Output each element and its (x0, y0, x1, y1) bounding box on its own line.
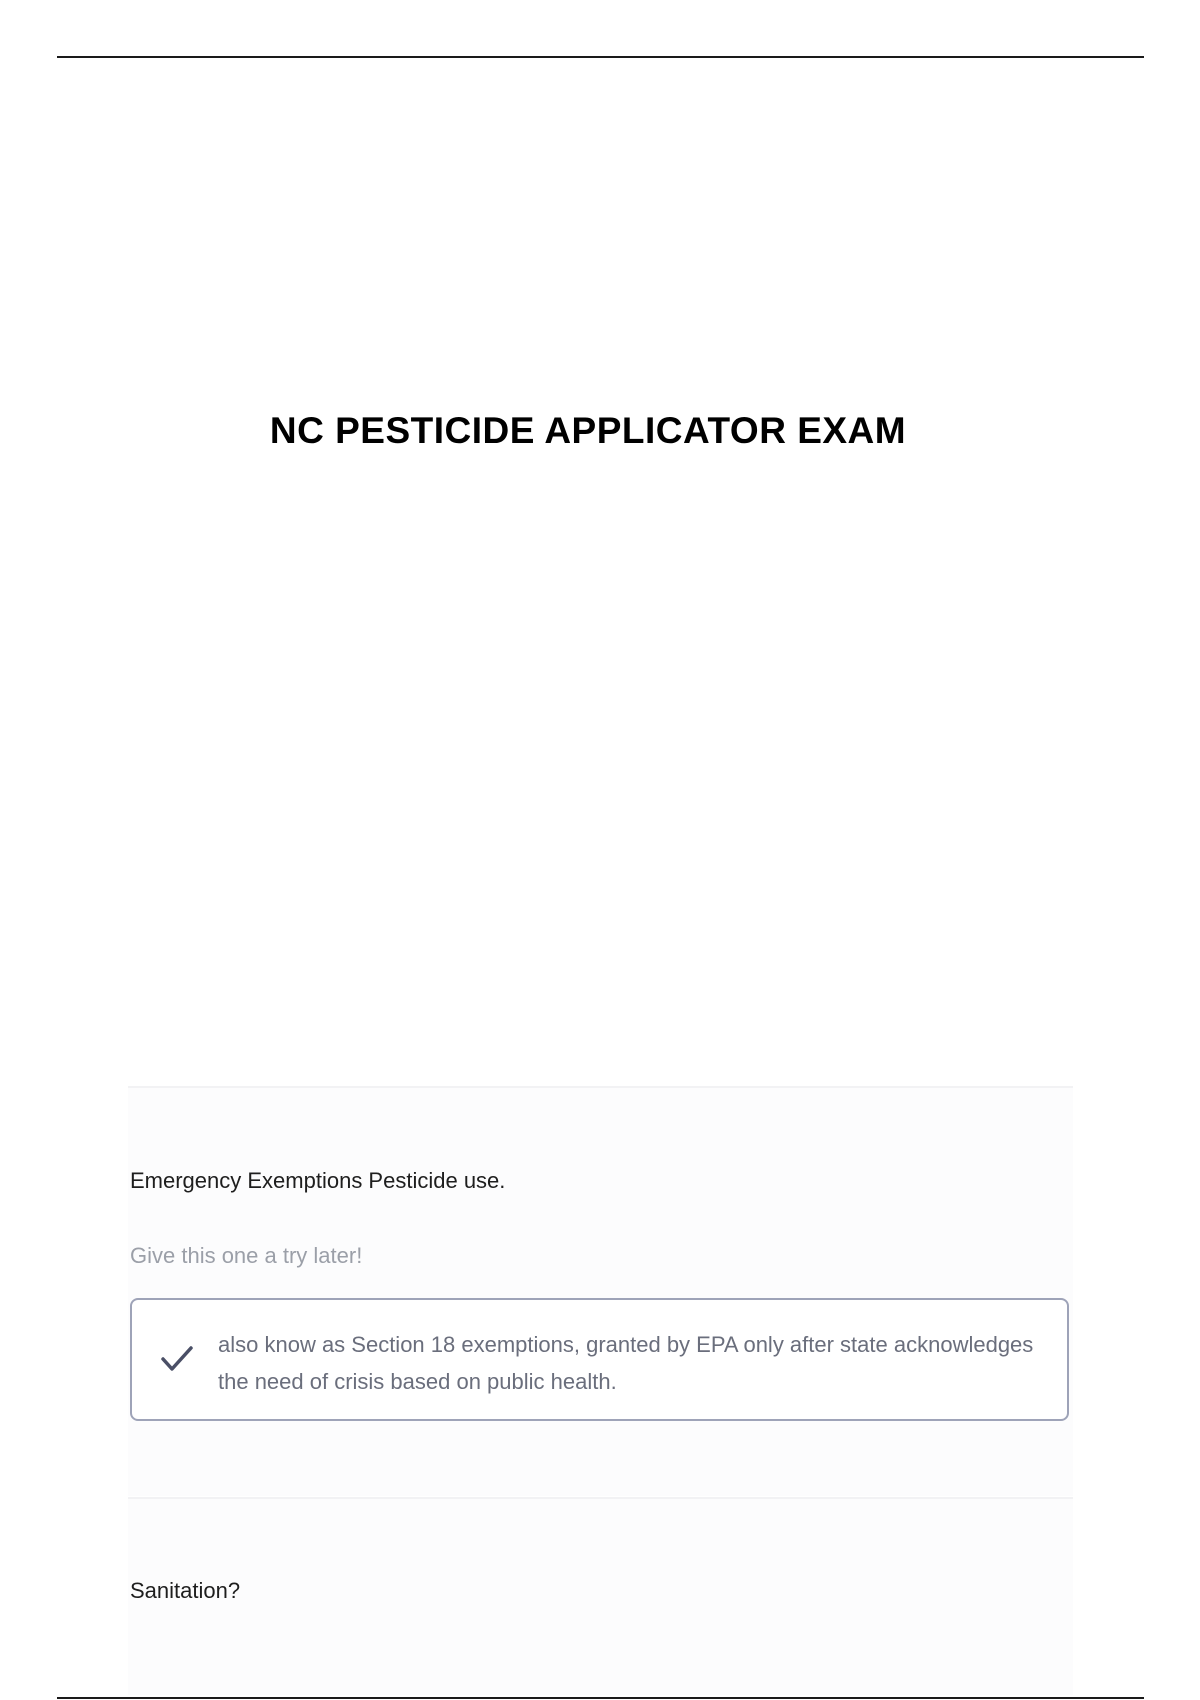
answer-text: also know as Section 18 exemptions, granted by EPA only after state acknowledges the need of crisis based on public health. (218, 1332, 1034, 1394)
answer-box (130, 1298, 1069, 1421)
page-bottom-rule (57, 1697, 1144, 1699)
document-title: NC PESTICIDE APPLICATOR EXAM (269, 410, 907, 451)
flashcard (128, 1088, 1073, 1496)
page-top-rule (57, 56, 1144, 58)
card-question: Emergency Exemptions Pesticide use. (130, 1168, 506, 1193)
card-question: Sanitation? (130, 1578, 241, 1603)
flashcard (128, 1499, 1073, 1695)
check-icon (160, 1344, 194, 1374)
card-hint: Give this one a try later! (130, 1243, 363, 1268)
